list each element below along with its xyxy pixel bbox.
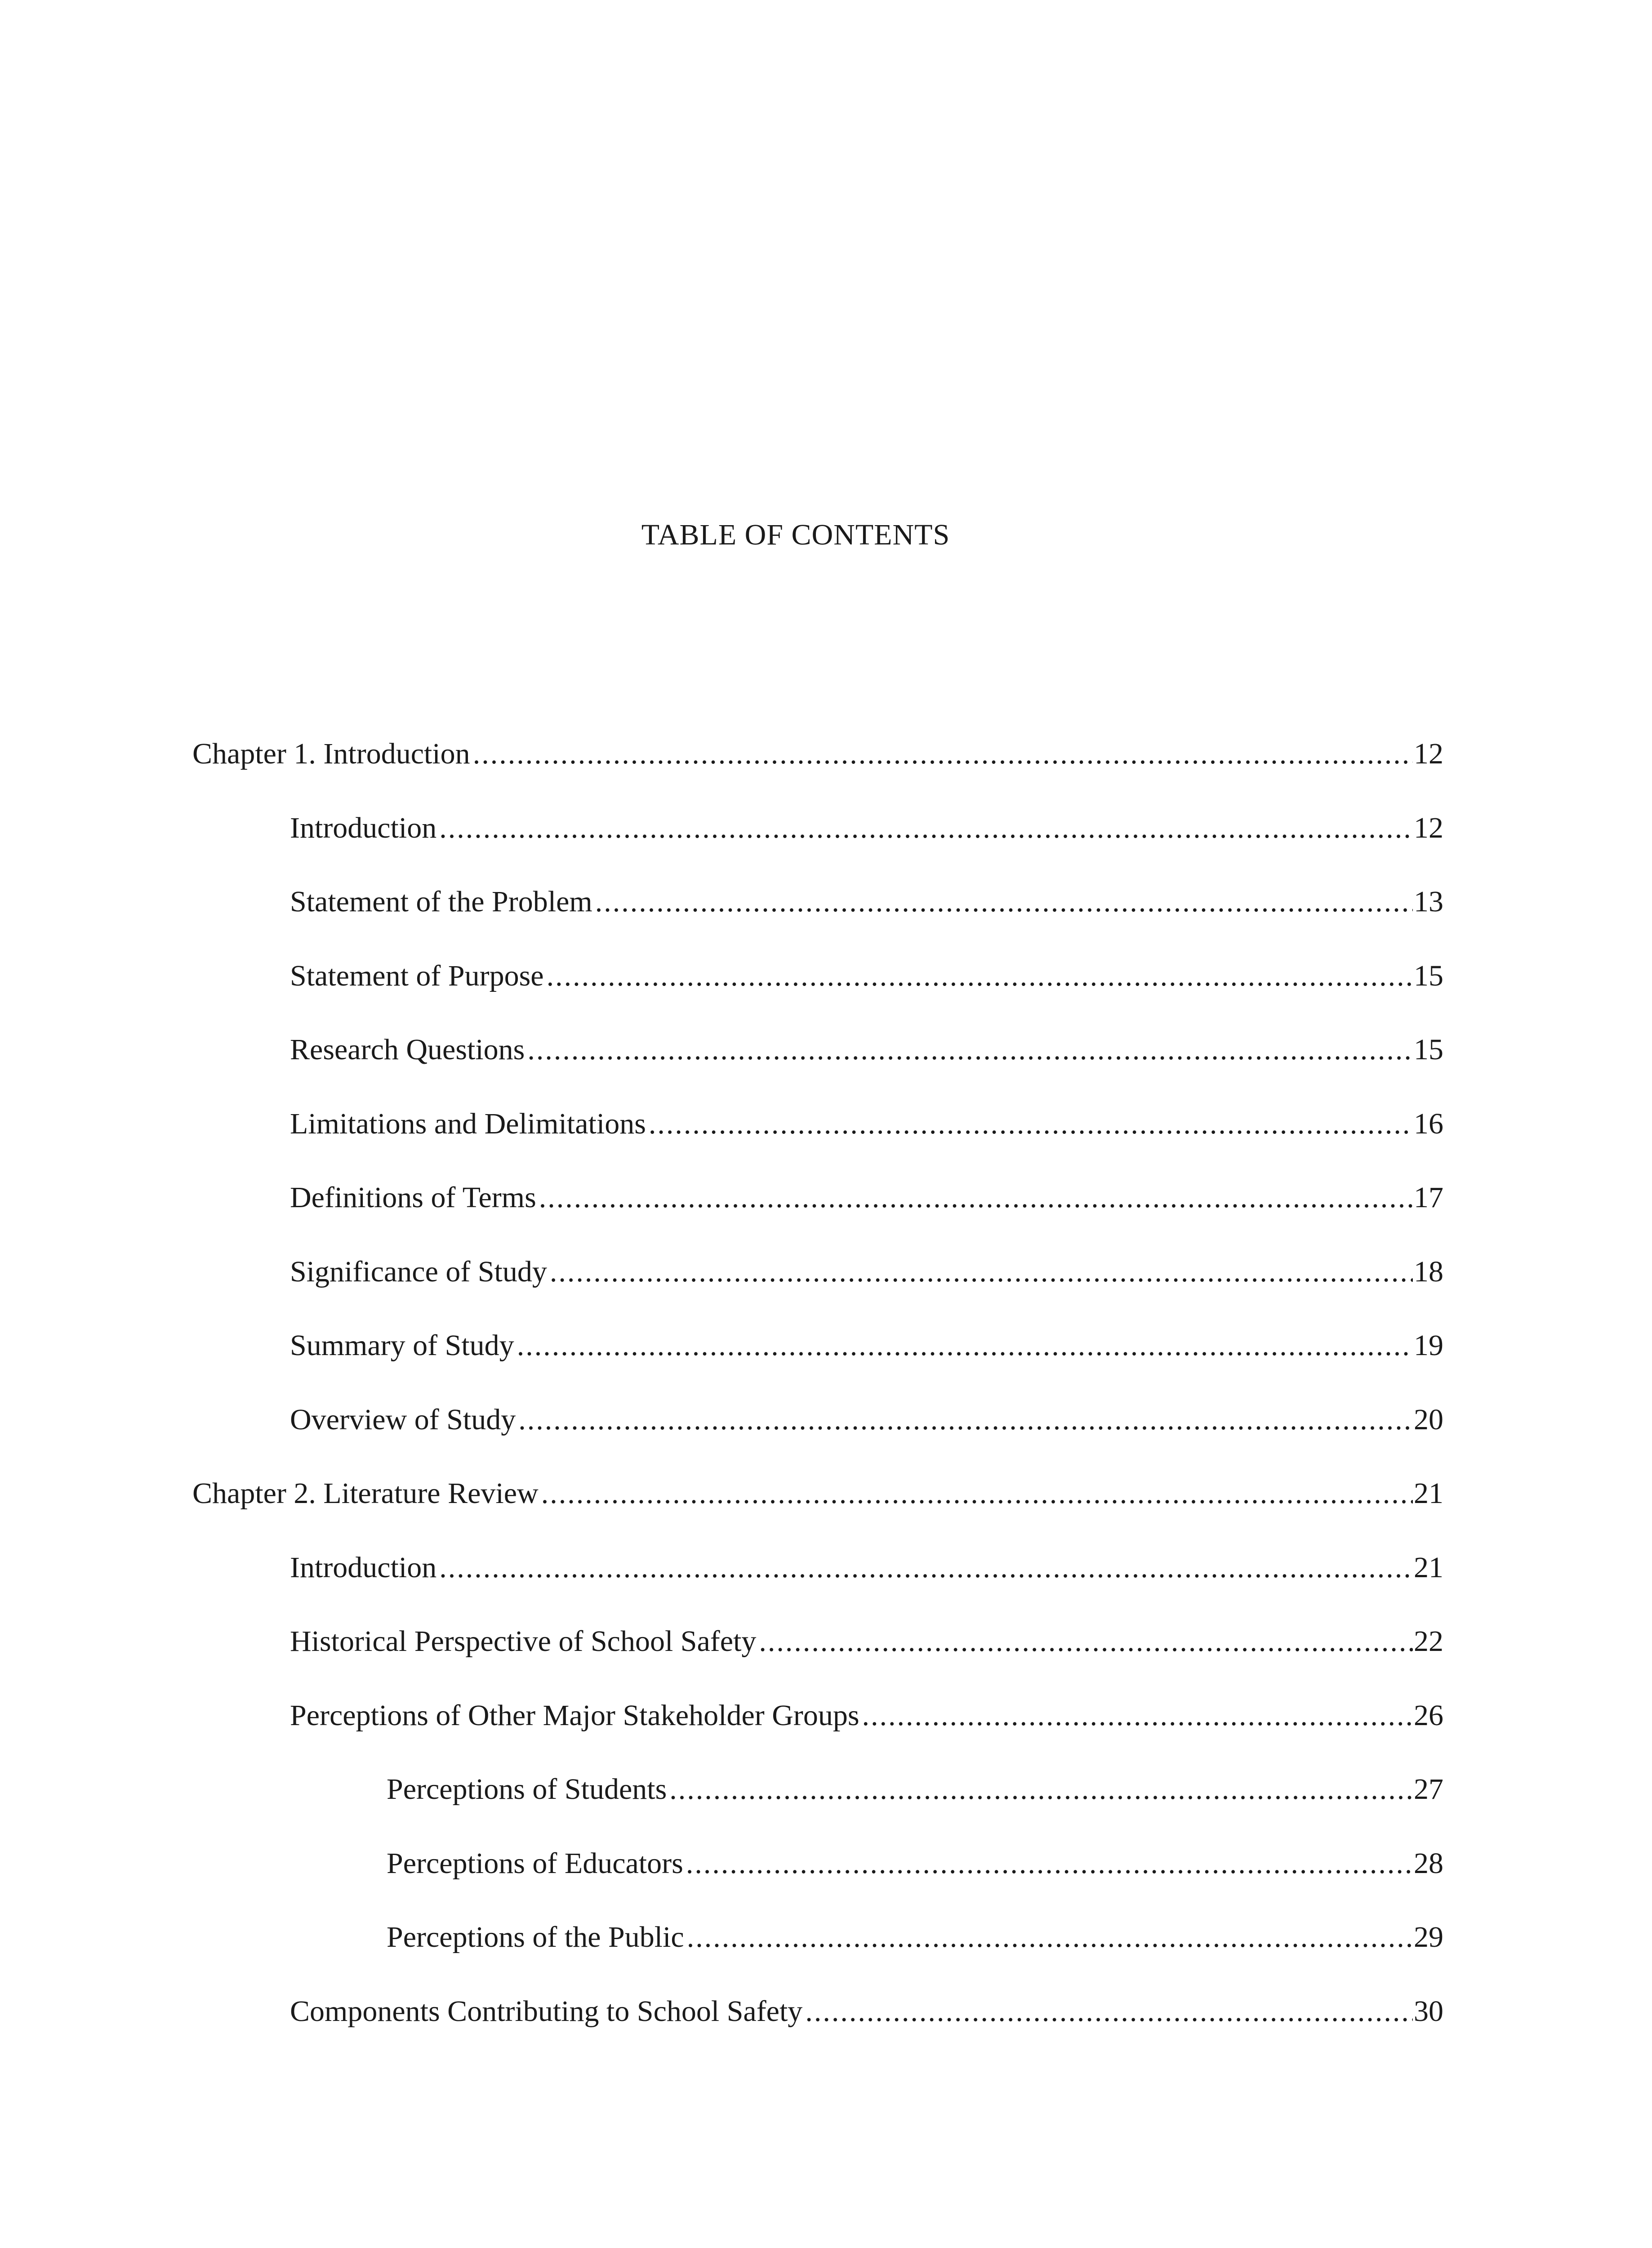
toc-page-number: 27 (1414, 1773, 1443, 1806)
toc-dot-leader (517, 1325, 1413, 1366)
toc-entry-label: Components Contributing to School Safety (290, 1995, 803, 2028)
toc-entry-label: Statement of Purpose (290, 959, 544, 992)
toc-dot-leader (518, 1400, 1413, 1440)
toc-chapter-entry (192, 1473, 1443, 1514)
toc-entry-label: Definitions of Terms (290, 1181, 536, 1214)
toc-dot-leader (686, 1843, 1413, 1884)
toc-page-number: 20 (1414, 1403, 1443, 1436)
toc-dot-leader (649, 1104, 1413, 1144)
toc-dot-leader (862, 1695, 1413, 1736)
toc-entry-label: Significance of Study (290, 1255, 547, 1288)
toc-page-number: 22 (1414, 1625, 1443, 1658)
toc-entry-label: Perceptions of the Public (387, 1921, 684, 1954)
toc-dot-leader (439, 808, 1413, 848)
toc-entry-label: Research Questions (290, 1033, 525, 1066)
toc-entry-label: Overview of Study (290, 1403, 516, 1436)
toc-entry-label: Perceptions of Educators (387, 1847, 683, 1880)
toc-page-number: 21 (1414, 1551, 1443, 1584)
toc-page-number: 16 (1414, 1107, 1443, 1140)
toc-section-entry (290, 882, 1443, 922)
toc-page-number: 12 (1414, 812, 1443, 844)
toc-chapter-entry (192, 734, 1443, 774)
toc-section-entry (290, 1548, 1443, 1588)
toc-dot-leader (669, 1769, 1413, 1810)
toc-page-number: 15 (1414, 959, 1443, 992)
toc-section-entry (290, 1252, 1443, 1292)
toc-page-number: 12 (1414, 737, 1443, 770)
toc-section-entry (290, 1621, 1443, 1662)
toc-entry-label: Introduction (290, 812, 437, 844)
toc-entry-label: Limitations and Delimitations (290, 1107, 646, 1140)
toc-section-entry (387, 1917, 1443, 1958)
toc-page-number: 28 (1414, 1847, 1443, 1880)
toc-section-entry (290, 1030, 1443, 1070)
toc-page-number: 19 (1414, 1329, 1443, 1362)
toc-dot-leader (550, 1252, 1413, 1292)
toc-dot-leader (527, 1030, 1413, 1070)
toc-dot-leader (547, 956, 1413, 996)
page-title: TABLE OF CONTENTS (641, 518, 950, 551)
toc-section-entry (290, 1325, 1443, 1366)
toc-entry-label: Historical Perspective of School Safety (290, 1625, 757, 1658)
toc-entry-label: Chapter 1. Introduction (192, 737, 470, 770)
toc-entry-label: Chapter 2. Literature Review (192, 1477, 539, 1510)
toc-dot-leader (541, 1473, 1413, 1514)
toc-page-number: 30 (1414, 1995, 1443, 2028)
toc-page-number: 26 (1414, 1699, 1443, 1732)
toc-section-entry (290, 808, 1443, 848)
toc-section-entry (387, 1843, 1443, 1884)
toc-page-number: 21 (1414, 1477, 1443, 1510)
toc-dot-leader (595, 882, 1413, 922)
toc-page-number: 15 (1414, 1033, 1443, 1066)
toc-page-number: 29 (1414, 1921, 1443, 1954)
toc-entry-label: Perceptions of Other Major Stakeholder Groups (290, 1699, 859, 1732)
toc-dot-leader (805, 1991, 1413, 2032)
toc-dot-leader (439, 1548, 1413, 1588)
toc-entry-label: Summary of Study (290, 1329, 514, 1362)
toc-section-entry (290, 1178, 1443, 1218)
toc-dot-leader (687, 1917, 1413, 1958)
toc-section-entry (290, 1104, 1443, 1144)
toc-section-entry (290, 956, 1443, 996)
toc-dot-leader (759, 1621, 1413, 1662)
toc-section-entry (387, 1769, 1443, 1810)
toc-page-number: 13 (1414, 885, 1443, 918)
toc-page-number: 17 (1414, 1181, 1443, 1214)
toc-entry-label: Statement of the Problem (290, 885, 592, 918)
toc-section-entry (290, 1695, 1443, 1736)
toc-page-number: 18 (1414, 1255, 1443, 1288)
toc-entry-label: Introduction (290, 1551, 437, 1584)
toc-section-entry (290, 1400, 1443, 1440)
toc-dot-leader (473, 734, 1413, 774)
toc-entry-label: Perceptions of Students (387, 1773, 667, 1806)
toc-section-entry (290, 1991, 1443, 2032)
toc-dot-leader (539, 1178, 1413, 1218)
